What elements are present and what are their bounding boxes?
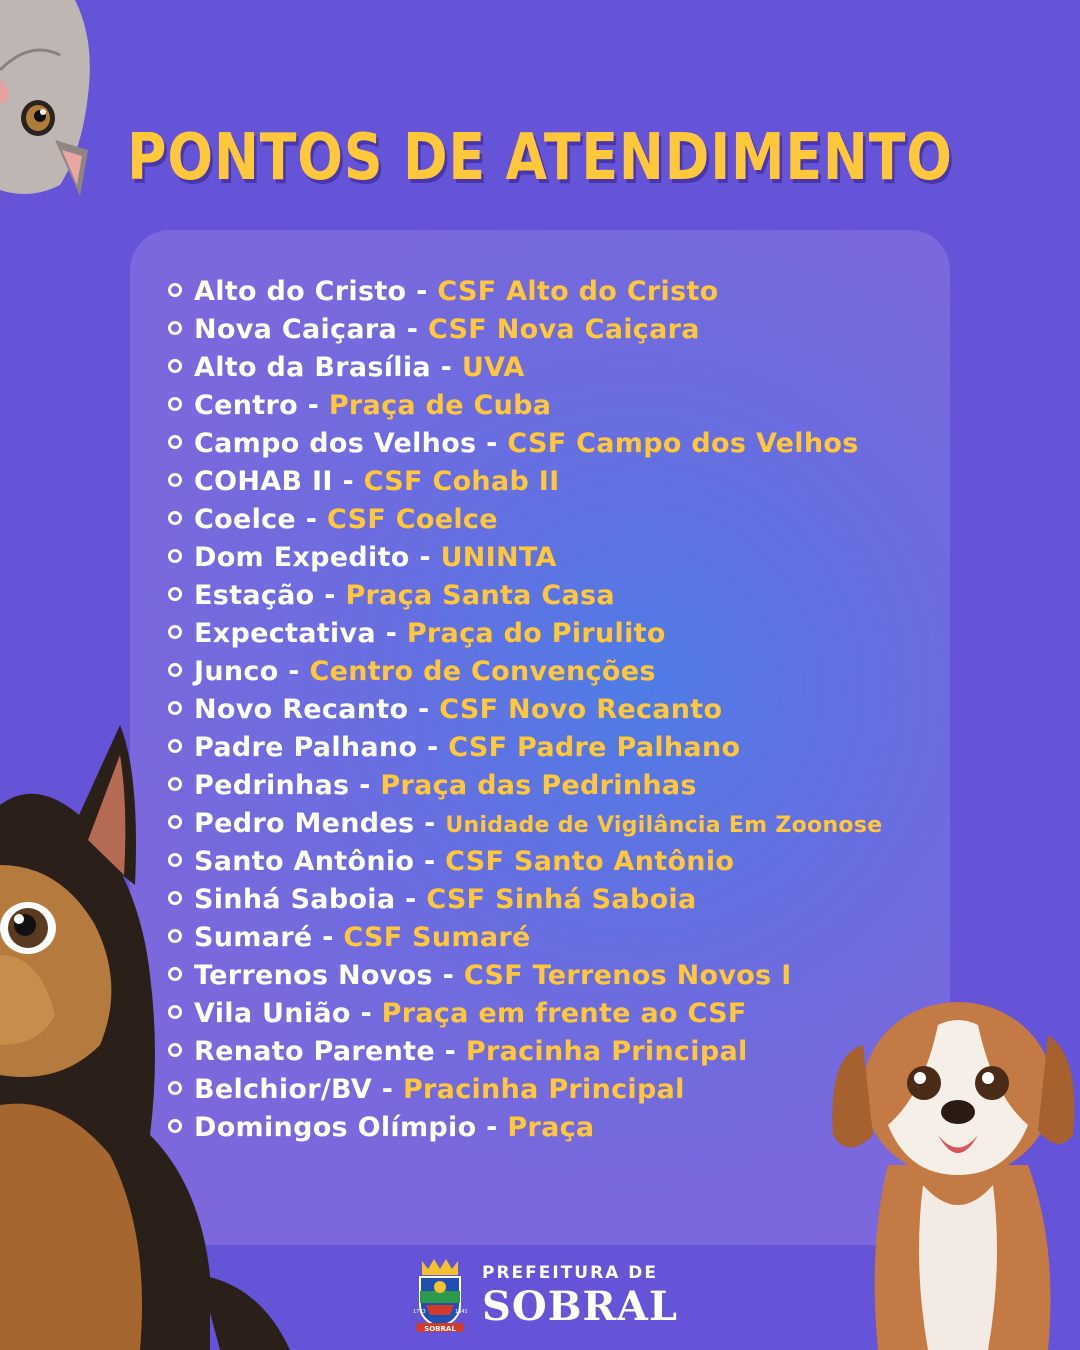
footer-prefeitura-label: PREFEITURA DE <box>482 1263 659 1283</box>
separator: - <box>342 466 354 497</box>
bullet-icon <box>168 625 182 639</box>
neighborhood-name: Domingos Olímpio <box>194 1112 477 1143</box>
neighborhood-name: Junco <box>194 656 279 687</box>
location-place: Praça de Cuba <box>328 390 552 421</box>
bullet-icon <box>168 701 182 715</box>
separator: - <box>440 352 453 383</box>
separator: - <box>416 276 428 307</box>
location-place: Praça do Pirulito <box>406 618 666 649</box>
bullet-icon <box>168 587 182 601</box>
neighborhood-name: Centro <box>194 390 298 421</box>
location-place: Centro de Convenções <box>309 656 656 687</box>
neighborhood-name: Nova Caiçara <box>194 314 398 345</box>
location-place: Pracinha Principal <box>402 1074 685 1105</box>
bullet-icon <box>168 663 182 677</box>
separator: - <box>381 1074 394 1105</box>
bullet-icon <box>168 283 182 297</box>
location-place: UNINTA <box>440 542 557 573</box>
bullet-icon <box>168 549 182 563</box>
location-place: CSF Campo dos Velhos <box>507 428 859 459</box>
crest-year-left: 1773 <box>413 1309 426 1315</box>
list-item <box>168 387 882 425</box>
separator: - <box>385 618 398 649</box>
list-item <box>168 311 882 349</box>
list-item <box>168 653 882 691</box>
location-place: UVA <box>461 352 525 383</box>
location-place: CSF Novo Recanto <box>439 694 723 725</box>
list-item <box>168 501 882 539</box>
location-place: CSF Alto do Cristo <box>437 276 719 307</box>
neighborhood-name: Vila União <box>194 998 351 1029</box>
separator: - <box>360 998 372 1029</box>
location-place: Unidade de Vigilância Em Zoonose <box>445 813 883 838</box>
crest-label: SOBRAL <box>424 1325 456 1333</box>
neighborhood-name: Belchior/BV <box>194 1074 373 1105</box>
separator: - <box>322 922 334 953</box>
location-place: CSF Terrenos Novos I <box>463 960 792 991</box>
separator: - <box>423 846 436 877</box>
location-place: CSF Santo Antônio <box>445 846 735 877</box>
list-item <box>168 539 882 577</box>
neighborhood-name: Dom Expedito <box>194 542 410 573</box>
separator: - <box>307 390 320 421</box>
location-place: CSF Coelce <box>326 504 498 535</box>
neighborhood-name: Sinhá Saboia <box>194 884 396 915</box>
list-item <box>168 577 882 615</box>
location-place: Praça das Pedrinhas <box>380 770 697 801</box>
separator: - <box>486 428 498 459</box>
page-title: PONTOS DE ATENDIMENTO <box>127 121 953 195</box>
location-place: CSF Padre Palhano <box>448 732 741 763</box>
city-crest-icon <box>410 1255 470 1333</box>
list-item <box>168 349 882 387</box>
list-item <box>168 615 882 653</box>
separator: - <box>486 1112 498 1143</box>
german-shepherd-illustration <box>0 715 300 1350</box>
neighborhood-name: COHAB II <box>194 466 333 497</box>
list-item <box>168 425 882 463</box>
neighborhood-name: Sumaré <box>194 922 313 953</box>
separator: - <box>405 884 417 915</box>
separator: - <box>419 542 431 573</box>
bullet-icon <box>168 359 182 373</box>
separator: - <box>305 504 318 535</box>
separator: - <box>418 694 430 725</box>
neighborhood-name: Alto da Brasília <box>194 352 431 383</box>
location-place: CSF Sinhá Saboia <box>426 884 697 915</box>
location-place: Praça Santa Casa <box>345 580 615 611</box>
neighborhood-name: Pedrinhas <box>194 770 350 801</box>
separator: - <box>444 1036 457 1067</box>
separator: - <box>424 808 436 839</box>
location-place: Praça em frente ao CSF <box>381 998 747 1029</box>
location-place: Pracinha Principal <box>465 1036 748 1067</box>
bullet-icon <box>168 511 182 525</box>
neighborhood-name: Coelce <box>194 504 297 535</box>
neighborhood-name: Terrenos Novos <box>194 960 433 991</box>
list-item <box>168 463 882 501</box>
bullet-icon <box>168 435 182 449</box>
bullet-icon <box>168 321 182 335</box>
location-place: Praça <box>507 1112 595 1143</box>
neighborhood-name: Estação <box>194 580 315 611</box>
prefeitura-logo <box>410 1255 680 1335</box>
separator: - <box>427 732 439 763</box>
location-place: CSF Nova Caiçara <box>427 314 700 345</box>
separator: - <box>324 580 336 611</box>
separator: - <box>442 960 455 991</box>
list-item <box>168 273 882 311</box>
location-place: CSF Sumaré <box>343 922 531 953</box>
neighborhood-name: Alto do Cristo <box>194 276 407 307</box>
footer-city-name: SOBRAL <box>482 1283 678 1330</box>
puppy-illustration <box>828 985 1080 1350</box>
bullet-icon <box>168 473 182 487</box>
bullet-icon <box>168 397 182 411</box>
separator: - <box>359 770 371 801</box>
neighborhood-name: Campo dos Velhos <box>194 428 477 459</box>
crest-year-right: 1841 <box>455 1309 468 1315</box>
separator: - <box>406 314 419 345</box>
neighborhood-name: Novo Recanto <box>194 694 409 725</box>
neighborhood-name: Pedro Mendes <box>194 808 415 839</box>
neighborhood-name: Renato Parente <box>194 1036 435 1067</box>
separator: - <box>288 656 300 687</box>
neighborhood-name: Padre Palhano <box>194 732 418 763</box>
neighborhood-name: Santo Antônio <box>194 846 415 877</box>
neighborhood-name: Expectativa <box>194 618 376 649</box>
location-place: CSF Cohab II <box>363 466 560 497</box>
